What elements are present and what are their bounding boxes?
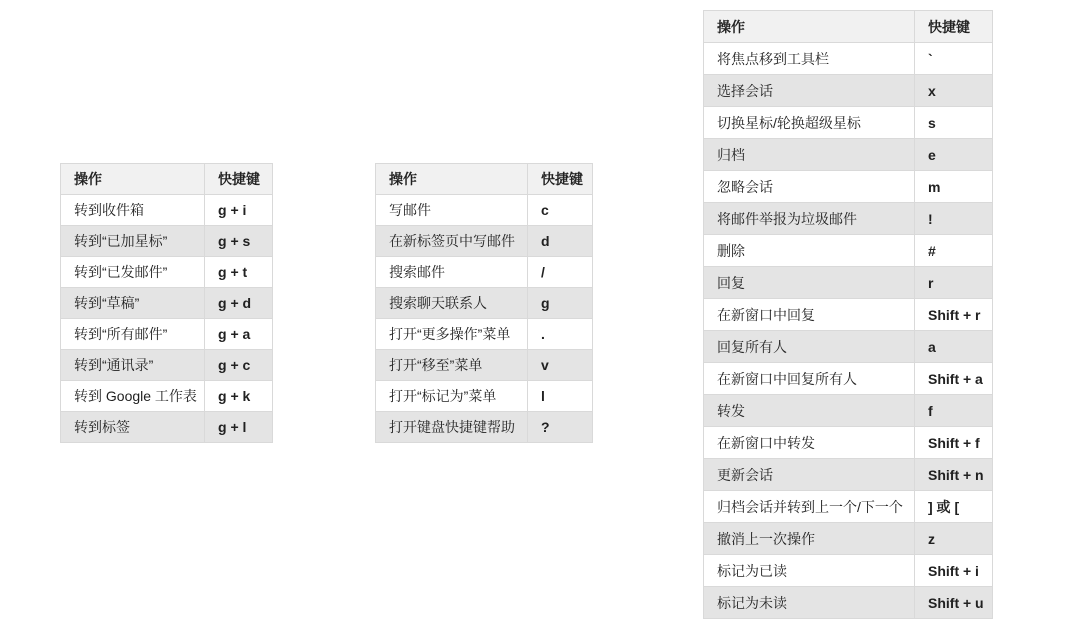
shortcut-key-cell: ? [528, 412, 593, 443]
table-row [376, 257, 593, 288]
shortcut-key-cell: d [528, 226, 593, 257]
action-cell: 标记为未读 [704, 587, 915, 619]
action-cell: 打开“更多操作”菜单 [376, 319, 528, 350]
table-row [704, 139, 993, 171]
action-cell: 删除 [704, 235, 915, 267]
table-row [704, 43, 993, 75]
action-cell: 在新标签页中写邮件 [376, 226, 528, 257]
table-row [376, 195, 593, 226]
table-row [704, 491, 993, 523]
shortcut-key-cell: g + d [205, 288, 273, 319]
shortcut-key-cell: ` [915, 43, 993, 75]
table-row [61, 412, 273, 443]
shortcut-key-cell: g + l [205, 412, 273, 443]
action-cell: 切换星标/轮换超级星标 [704, 107, 915, 139]
action-cell: 转到 Google 工作表 [61, 381, 205, 412]
action-cell: 搜索邮件 [376, 257, 528, 288]
table-row [376, 412, 593, 443]
action-cell: 将邮件举报为垃圾邮件 [704, 203, 915, 235]
table-body [376, 195, 593, 443]
shortcut-key-cell: g + i [205, 195, 273, 226]
table-row [704, 587, 993, 619]
shortcut-key-cell: / [528, 257, 593, 288]
shortcut-key-cell: Shift + f [915, 427, 993, 459]
shortcut-table-actions [703, 10, 993, 619]
action-cell: 将焦点移到工具栏 [704, 43, 915, 75]
action-cell: 忽略会话 [704, 171, 915, 203]
shortcut-key-cell: g + t [205, 257, 273, 288]
shortcut-key-header: 快捷键 [915, 11, 993, 43]
shortcut-key-cell: # [915, 235, 993, 267]
action-cell: 更新会话 [704, 459, 915, 491]
action-cell: 搜索聊天联系人 [376, 288, 528, 319]
action-cell: 标记为已读 [704, 555, 915, 587]
table-row [61, 257, 273, 288]
table-row [704, 267, 993, 299]
table-row [61, 350, 273, 381]
table-row [376, 226, 593, 257]
table-row [704, 299, 993, 331]
shortcut-key-cell: f [915, 395, 993, 427]
shortcut-key-cell: z [915, 523, 993, 555]
shortcut-key-header: 快捷键 [528, 164, 593, 195]
table-row [704, 171, 993, 203]
shortcut-key-cell: Shift + a [915, 363, 993, 395]
shortcut-key-cell: g [528, 288, 593, 319]
shortcut-key-cell: g + a [205, 319, 273, 350]
shortcut-key-cell: g + s [205, 226, 273, 257]
shortcut-key-cell: ] 或 [ [915, 491, 993, 523]
action-cell: 选择会话 [704, 75, 915, 107]
action-cell: 在新窗口中转发 [704, 427, 915, 459]
header-row [376, 164, 593, 195]
action-header: 操作 [61, 164, 205, 195]
shortcut-table [60, 163, 273, 443]
action-cell: 归档 [704, 139, 915, 171]
shortcut-key-cell: g + c [205, 350, 273, 381]
shortcut-key-cell: r [915, 267, 993, 299]
table-row [376, 381, 593, 412]
action-cell: 在新窗口中回复 [704, 299, 915, 331]
shortcut-key-cell: Shift + i [915, 555, 993, 587]
shortcut-table-navigation [60, 163, 273, 443]
action-cell: 转到收件箱 [61, 195, 205, 226]
shortcut-key-cell: l [528, 381, 593, 412]
shortcut-key-cell: m [915, 171, 993, 203]
action-cell: 打开“移至”菜单 [376, 350, 528, 381]
action-cell: 写邮件 [376, 195, 528, 226]
action-header: 操作 [376, 164, 528, 195]
action-cell: 转到“已加星标” [61, 226, 205, 257]
action-cell: 转到标签 [61, 412, 205, 443]
table-row [376, 288, 593, 319]
shortcut-key-cell: ! [915, 203, 993, 235]
header-row [61, 164, 273, 195]
table-header [61, 164, 273, 195]
shortcut-key-cell: Shift + u [915, 587, 993, 619]
table-row [704, 459, 993, 491]
action-cell: 打开键盘快捷键帮助 [376, 412, 528, 443]
table-row [704, 555, 993, 587]
action-cell: 归档会话并转到上一个/下一个 [704, 491, 915, 523]
action-cell: 转发 [704, 395, 915, 427]
table-row [61, 381, 273, 412]
shortcut-table-compose-search [375, 163, 593, 443]
table-row [704, 75, 993, 107]
table-body [704, 43, 993, 619]
shortcut-key-cell: . [528, 319, 593, 350]
table-row [704, 395, 993, 427]
shortcut-key-cell: Shift + n [915, 459, 993, 491]
shortcut-key-cell: x [915, 75, 993, 107]
table-row [704, 427, 993, 459]
shortcut-key-cell: g + k [205, 381, 273, 412]
shortcut-table [375, 163, 593, 443]
table-row [704, 331, 993, 363]
table-row [704, 363, 993, 395]
action-cell: 转到“已发邮件” [61, 257, 205, 288]
action-cell: 撤消上一次操作 [704, 523, 915, 555]
table-body [61, 195, 273, 443]
shortcut-key-cell: e [915, 139, 993, 171]
table-header [704, 11, 993, 43]
shortcut-key-header: 快捷键 [205, 164, 273, 195]
action-cell: 转到“草稿” [61, 288, 205, 319]
table-row [61, 195, 273, 226]
action-cell: 回复所有人 [704, 331, 915, 363]
shortcut-key-cell: Shift + r [915, 299, 993, 331]
header-row [704, 11, 993, 43]
table-row [704, 203, 993, 235]
table-row [704, 235, 993, 267]
action-header: 操作 [704, 11, 915, 43]
table-row [61, 288, 273, 319]
action-cell: 转到“通讯录” [61, 350, 205, 381]
action-cell: 回复 [704, 267, 915, 299]
shortcut-key-cell: s [915, 107, 993, 139]
shortcut-key-cell: a [915, 331, 993, 363]
shortcut-key-cell: v [528, 350, 593, 381]
action-cell: 在新窗口中回复所有人 [704, 363, 915, 395]
table-row [61, 319, 273, 350]
shortcut-table [703, 10, 993, 619]
table-row [376, 350, 593, 381]
shortcut-key-cell: c [528, 195, 593, 226]
table-row [704, 523, 993, 555]
action-cell: 打开“标记为”菜单 [376, 381, 528, 412]
table-row [704, 107, 993, 139]
table-header [376, 164, 593, 195]
action-cell: 转到“所有邮件” [61, 319, 205, 350]
table-row [376, 319, 593, 350]
table-row [61, 226, 273, 257]
